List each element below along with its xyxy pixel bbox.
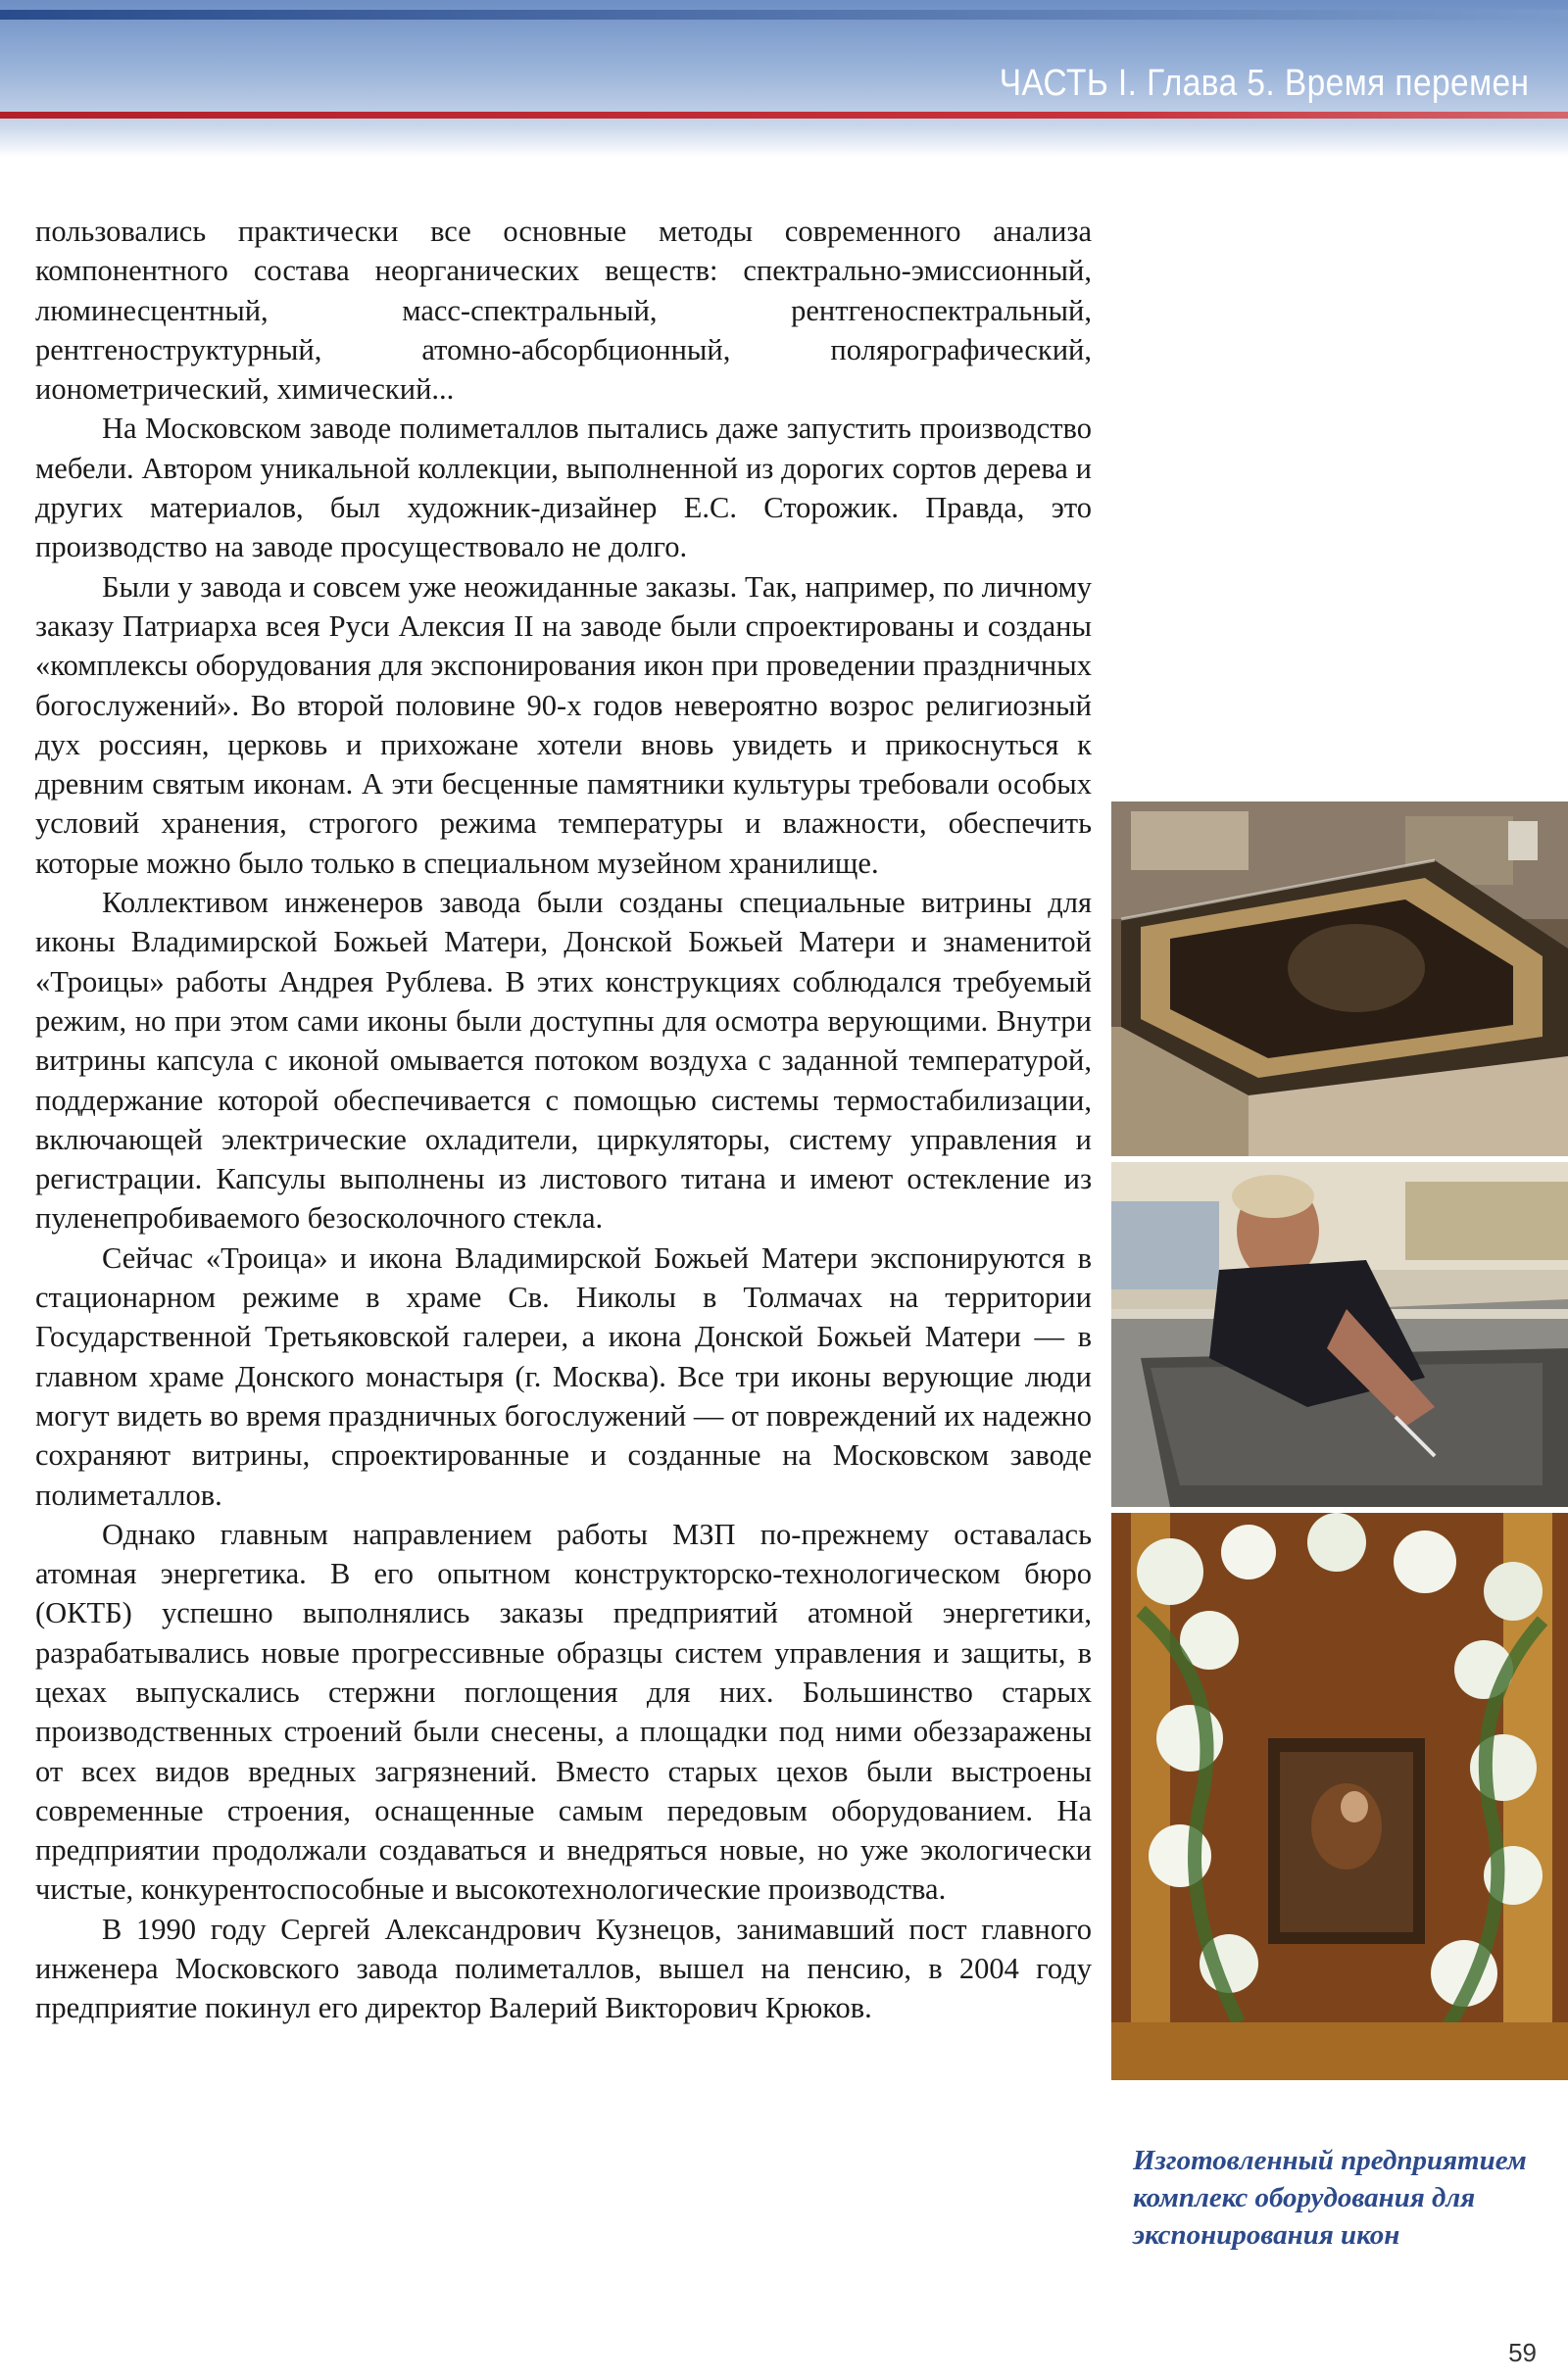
paragraph: Были у завода и совсем уже неожиданные заказы. Так, например, по личному заказу Патриарха всея Руси Алексия II на заводе были спроектированы и созданы «комплексы оборудования для экспонирования икон при проведении праздничных богослужений». Во второй половине 90-х годов невероятно возрос религиозный дух россиян, церковь и прихожане хотели вновь увидеть и прикоснуться к древним святым иконам. А эти бесценные памятники культуры требовали особых условий хранения, строгого режима температуры и влажности, обеспечить которые можно было только в специальном музейном хранилище. (35, 569, 1092, 880)
photo-icon-display-case-image (1111, 801, 1568, 1156)
paragraph: Сейчас «Троица» и икона Владимирской Божьей Матери экспонируются в стационарном режиме в храме Св. Николы в Толмачах на территории Государственной Третьяковской галереи, а икона Донской Божьей Матери — в главном храме Донского монастыря (г. Москва). Все три иконы верующие люди могут видеть во время праздничных богослужений — от повреждений их надежно сохраняют витрины, спроектированные и созданные на Московском заводе полиметаллов. (35, 1240, 1093, 1512)
running-head: ЧАСТЬ I. Глава 5. Время перемен (999, 63, 1529, 104)
photo-caption: Изготовленный предприятием комплекс оборудования для экспонирования икон (1133, 2145, 1527, 2251)
photo-icon-display-case (1111, 801, 1568, 1156)
paragraph: В 1990 году Сергей Александрович Кузнецов, занимавший пост главного инженера Московского завода полиметаллов, вышел на пенсию, в 2004 году предприятие покинул его директор Валерий Викторович Крюков. (35, 1912, 1092, 2025)
photo-engineer-at-work-image (1111, 1162, 1568, 1507)
main-text-column (35, 212, 1092, 2028)
page-header (0, 0, 1568, 157)
paragraph: Однако главным направлением работы МЗП по-прежнему оставалась атомная энергетика. В его опытном конструкторско-технологическом бюро (ОКТБ) успешно выполнялись заказы предприятий атомной энергетики, разрабатывались новые прогрессивные образцы систем управления и защиты, в цехах выпускались стержни поглощения для них. Большинство старых производственных строений были снесены, а площадки под ними обеззаражены от всех видов вредных загрязнений. Вместо старых цехов были выстроены современные строения, оснащенные самым передовым оборудованием. На предприятии продолжали создаваться и внедряться новые, но уже экологически чистые, конкурентоспособные и высокотехнологические производства. (35, 1517, 1092, 1907)
photo-icon-with-flowers-image (1111, 1513, 1568, 2080)
header-red-rule (0, 112, 1568, 119)
page-number: 59 (1508, 2338, 1537, 2367)
photo-engineer-at-work (1111, 1162, 1568, 1507)
photo-icon-with-flowers (1111, 1513, 1568, 2080)
header-top-stripe (0, 10, 1568, 20)
paragraph: пользовались практически все основные методы современного анализа компонентного состава неорганических веществ: спектрально-эмиссионный, люминесцентный, масс-спектральный, рентгеноспектральный, рентгеноструктурный, атомно-абсорбционный, полярографический, ионометрический, химический... (35, 215, 1092, 407)
paragraph: Коллективом инженеров завода были созданы специальные витрины для иконы Владимирской Божьей Матери, Донской Божьей Матери и знаменитой «Троицы» работы Андрея Рублева. В этих конструкциях соблюдался требуемый режим, но при этом сами иконы были доступны для осмотра верующими. Внутри витрины капсула с иконой омывается потоком воздуха с заданной температурой, поддержание которой обеспечивается с помощью системы термостабилизации, включающей электрические охладители, циркуляторы, систему управления и регистрации. Капсулы выполнены из листового титана и имеют остекление из пуленепробиваемого безосколочного стекла. (35, 886, 1092, 1236)
paragraph: На Московском заводе полиметаллов пытались даже запустить производство мебели. Автором уникальной коллекции, выполненной из дорогих сортов дерева и других материалов, был художник-дизайнер Е.С. Сторожик. Правда, это производство на заводе просуществовало не долго. (35, 412, 1092, 564)
